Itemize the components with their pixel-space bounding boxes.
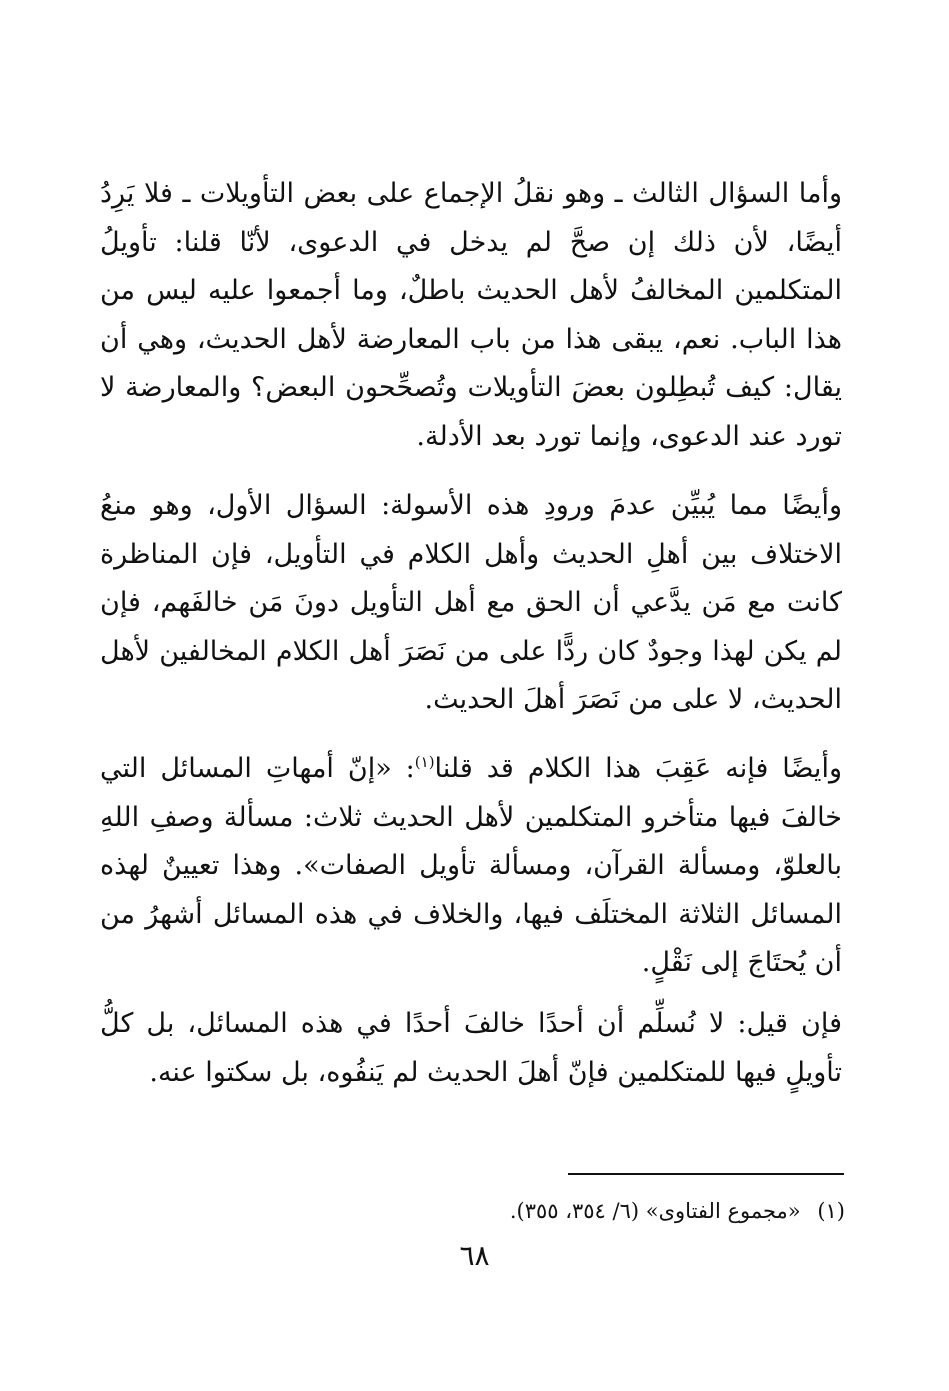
paragraph-text-start: وأيضًا فإنه عَقِبَ هذا الكلام قد قلنا <box>434 753 842 784</box>
footnote-text: «مجموع الفتاوى» (٦/ ٣٥٤، ٣٥٥). <box>509 1199 801 1223</box>
paragraph-text: وأيضًا مما يُبيِّن عدمَ ورودِ هذه الأسولة: السؤال الأول، وهو منعُ الاختلاف بين أهلِ الحديث وأهل الكلام في التأويل، فإن المناظرة كانت مع مَن يدَّعي أن الحق مع أهل التأويل دونَ مَن خالفَهم، فإن لم يكن لهذا وجودٌ كان ردًّا على من نَصَرَ أهل الكلام المخالفين لأهل الحديث، لا على من نَصَرَ أهلَ الحديث. <box>100 490 842 715</box>
paragraph-first-question <box>100 482 842 725</box>
paragraph-text: وأما السؤال الثالث ـ وهو نقلُ الإجماع على بعض التأويلات ـ فلا يَرِدُ أيضًا، لأن ذلك إن صحَّ لم يدخل في الدعوى، لأنّا قلنا: تأويلُ المتكلمين المخالفُ لأهل الحديث باطلٌ، وما أجمعوا عليه ليس من هذا الباب. نعم، يبقى هذا من باب المعارضة لأهل الحديث، وهي أن يقال: كيف تُبطِلون بعضَ التأويلات وتُصحِّحون البعض؟ والمعارضة لا تورد عند الدعوى، وإنما تورد بعد الأدلة. <box>100 178 842 452</box>
footnote-divider <box>568 1173 844 1175</box>
paragraph-objection <box>100 1000 842 1097</box>
footnote <box>510 1196 845 1226</box>
page-number: ٦٨ <box>459 1239 490 1272</box>
paragraph-text <box>100 745 842 988</box>
footnote-reference: (١) <box>414 753 435 771</box>
paragraph-text-rest: : «إنّ أمهاتِ المسائل التي خالفَ فيها متأخرو المتكلمين لأهل الحديث ثلاث: مسألة وصفِ اللهِ بالعلوّ، ومسألة القرآن، ومسألة تأويل الصفات». وهذا تعيينٌ لهذه المسائل الثلاثة المختلَف فيها، والخلاف في هذه المسائل أشهرُ من أن يُحتَاجَ إلى نَقْلٍ. <box>100 753 842 978</box>
paragraph-text: فإن قيل: لا نُسلِّم أن أحدًا خالفَ أحدًا في هذه المسائل، بل كلُّ تأويلٍ فيها للمتكلمين فإنّ أهلَ الحديث لم يَنفُوه، بل سكتوا عنه. <box>100 1008 842 1088</box>
footnote-number: (١) <box>817 1199 845 1223</box>
paragraph-third-question <box>100 170 842 461</box>
paragraph-three-issues <box>100 745 842 988</box>
